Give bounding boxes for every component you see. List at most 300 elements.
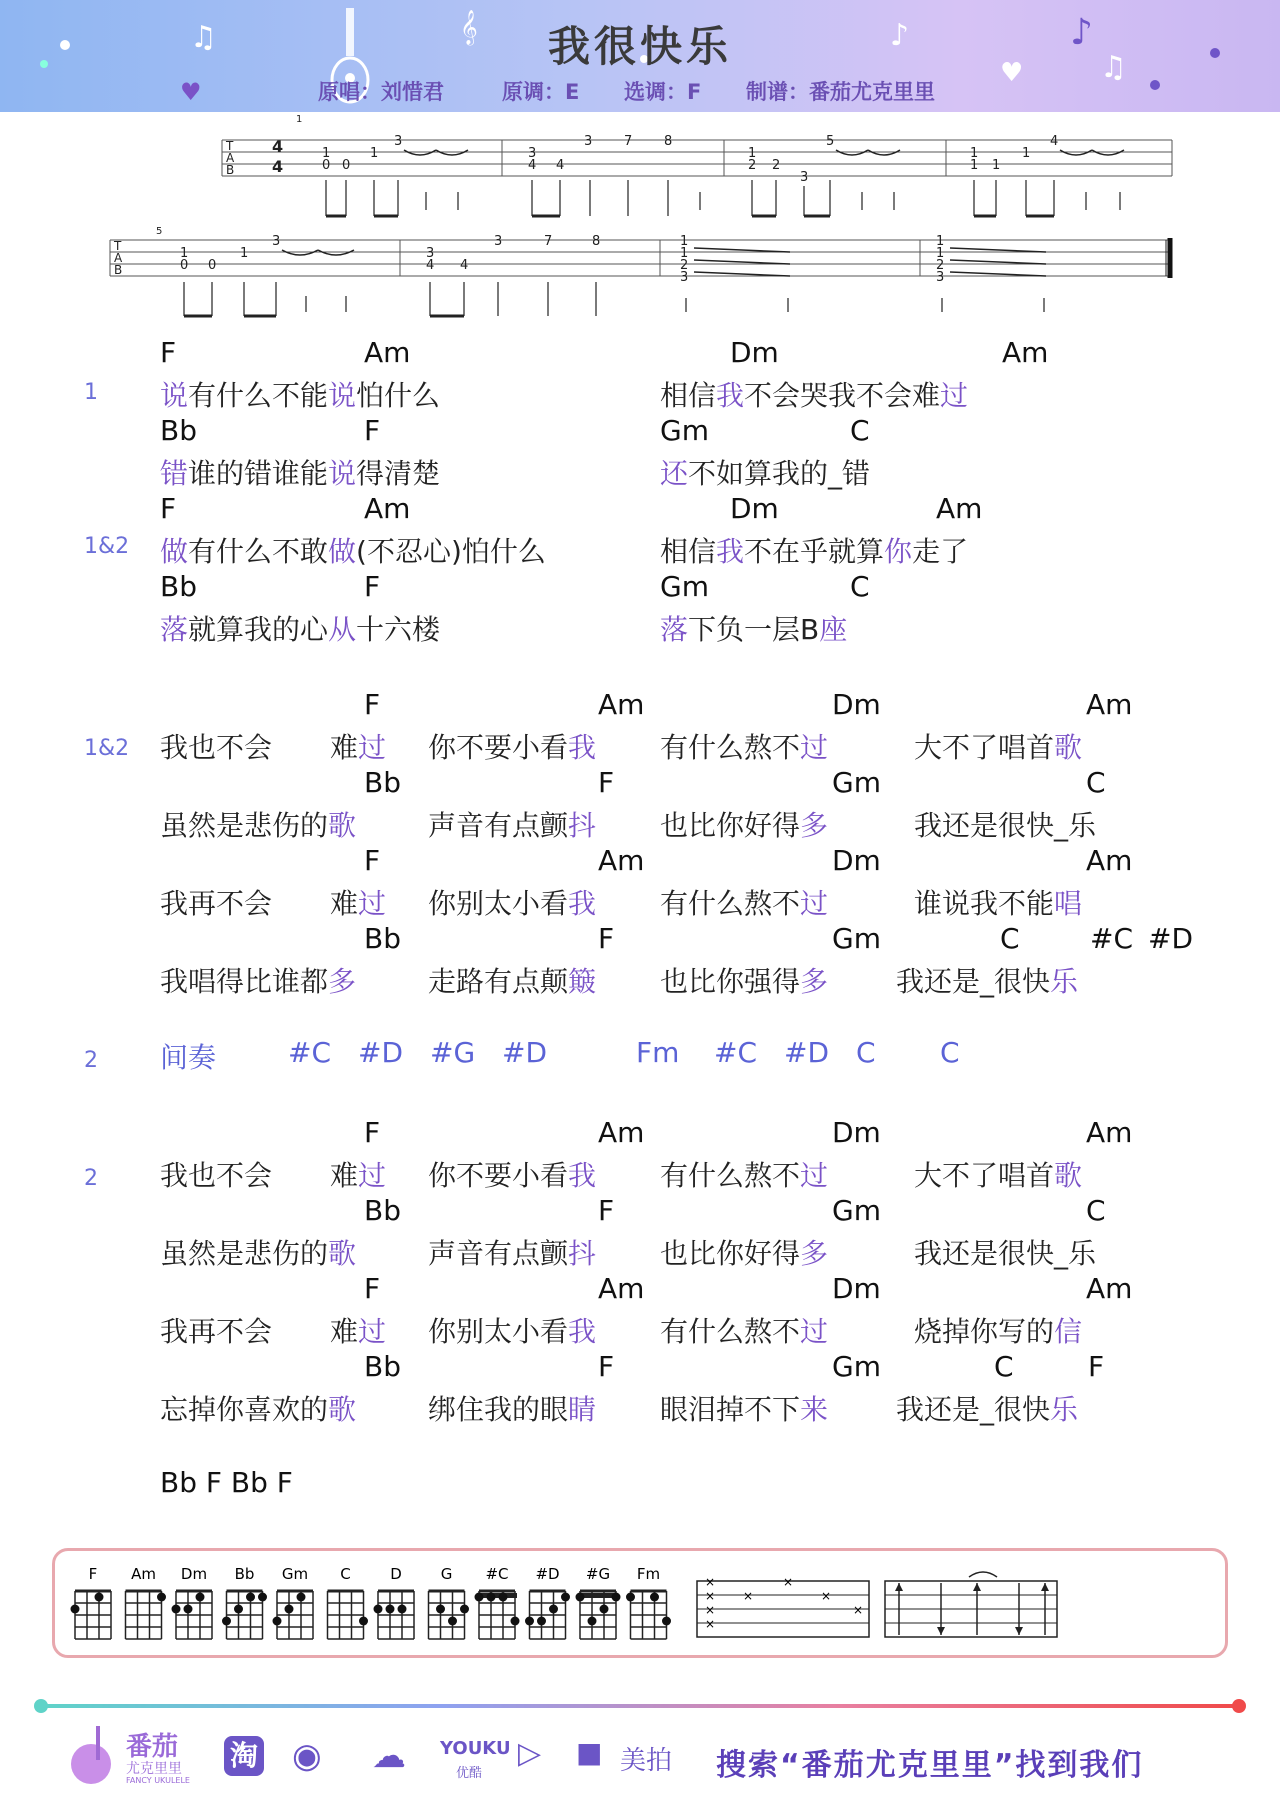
chord-label: F [364, 1272, 381, 1305]
lyric-text: 我唱得比谁都 [160, 965, 329, 998]
finger-dot [157, 1593, 166, 1602]
lyric-text: 走了 [912, 535, 969, 568]
lyric-text: 乐 [1050, 1393, 1079, 1426]
lyric-line [660, 1310, 828, 1350]
lyric-text: 过 [940, 379, 969, 412]
lyric-text: 相信 [660, 379, 717, 412]
lyric-text: 眼泪掉不下 [660, 1393, 801, 1426]
lyric-text: 走路有点颠 [428, 965, 569, 998]
chord-label: Gm [832, 766, 881, 799]
lyric-text: 多 [800, 965, 829, 998]
svg-text:1: 1 [680, 246, 689, 261]
lyric-text: 说 [328, 457, 357, 490]
svg-text:7: 7 [624, 134, 633, 149]
svg-text:3: 3 [936, 270, 945, 285]
chord-label: F [364, 570, 381, 603]
finger-dot [460, 1605, 469, 1614]
lyric-line [160, 882, 272, 922]
svg-text:A: A [114, 251, 123, 265]
lyric-text: 抖 [568, 809, 597, 842]
lyric-line [160, 452, 440, 492]
lyric-text: 做 [328, 535, 357, 568]
lyric-text: 歌 [328, 1393, 357, 1426]
finger-dot [576, 1593, 585, 1602]
lyric-text: 歌 [328, 1237, 357, 1270]
lyric-text: 声音有点颤 [428, 1237, 569, 1270]
arrow-head [1041, 1583, 1049, 1591]
lyric-text: 乐 [1050, 965, 1079, 998]
finger-dot [549, 1605, 558, 1614]
finger-dot [398, 1605, 407, 1614]
strum-x: × [853, 1603, 864, 1617]
svg-text:8: 8 [664, 134, 673, 149]
lyric-line [330, 1154, 386, 1194]
video-camera-icon[interactable]: ■ [576, 1736, 603, 1769]
lyric-text: 从 [328, 613, 357, 646]
chord-diagram-name: #D [535, 1565, 560, 1583]
finger-dot [386, 1605, 395, 1614]
lyric-text: 簸 [568, 965, 597, 998]
chord-label: C [850, 570, 870, 603]
svg-text:3: 3 [584, 134, 593, 149]
strum-x: × [743, 1589, 754, 1603]
lyric-text: 难 [330, 1315, 359, 1348]
lyric-line [896, 960, 1078, 1000]
svg-text:1: 1 [180, 246, 189, 261]
chord-label: Dm [730, 336, 779, 369]
chord-label: Am [1086, 688, 1133, 721]
lyric-line [160, 1232, 356, 1272]
svg-text:8: 8 [592, 234, 601, 249]
lyric-text: 我 [568, 887, 597, 920]
svg-text:1: 1 [748, 146, 757, 161]
lyric-text: 绑住我的眼 [428, 1393, 569, 1426]
lyric-line [660, 726, 828, 766]
lyric-text: 我也不会 [160, 731, 273, 764]
treble-clef-icon: 𝄞 [460, 10, 478, 45]
lyric-line [914, 726, 1082, 766]
strum-x: × [783, 1575, 794, 1589]
chord-label: Bb [160, 414, 197, 447]
chord-diagram-name: Am [131, 1565, 156, 1583]
svg-text:1: 1 [1022, 146, 1031, 161]
taobao-icon[interactable]: 淘 [224, 1736, 264, 1776]
lyric-line [660, 452, 870, 492]
finger-dot [285, 1605, 294, 1614]
chord-label: Am [1002, 336, 1049, 369]
finger-dot [537, 1617, 546, 1626]
lyric-text: 歌 [1054, 731, 1083, 764]
music-note-icon: ♪ [890, 18, 910, 53]
svg-text:3: 3 [394, 134, 403, 149]
lyric-text: 落 [660, 613, 689, 646]
chord-label: Gm [832, 922, 881, 955]
lyric-text: 谁的错谁能 [188, 457, 329, 490]
header-banner [0, 0, 1280, 112]
lyric-text: 我 [568, 731, 597, 764]
chord-label: Bb [364, 766, 401, 799]
finger-dot [273, 1617, 282, 1626]
svg-text:B: B [226, 163, 235, 177]
arrow-head [895, 1583, 903, 1591]
lyric-text: 虽然是悲伤的 [160, 809, 329, 842]
chord-label: Dm [832, 1272, 881, 1305]
interlude-chord: #D [502, 1036, 548, 1069]
meipai-label: 美拍 [620, 1746, 673, 1776]
lyric-line [896, 1388, 1078, 1428]
lyric-line [160, 530, 546, 570]
lyric-line [428, 1388, 596, 1428]
chord-label: Dm [832, 1116, 881, 1149]
play-icon[interactable]: ▷ [518, 1736, 542, 1771]
chord-label: C [1086, 1194, 1106, 1227]
lyric-text: 难 [330, 887, 359, 920]
verse-label: 1&2 [84, 534, 130, 559]
svg-text:0: 0 [208, 258, 217, 273]
footer-divider [40, 1704, 1240, 1708]
finger-dot [436, 1605, 445, 1614]
finger-dot [588, 1617, 597, 1626]
interlude-chord: #C [288, 1036, 332, 1069]
chord-label: F [160, 336, 177, 369]
lyric-text: 我再不会 [160, 887, 273, 920]
lyric-text: 我还是很快_乐 [914, 1237, 1097, 1270]
music-note-icon: ♪ [1070, 12, 1093, 53]
lyric-text: (不忍心)怕什么 [356, 535, 546, 568]
interlude-label: 2 [84, 1048, 98, 1073]
lyric-text: 你不要小看 [428, 1159, 569, 1192]
chord-diagram-name: Dm [180, 1565, 208, 1583]
youku-icon[interactable]: YOUKU [440, 1738, 511, 1759]
svg-text:A: A [226, 151, 235, 165]
finger-dot [650, 1593, 659, 1602]
lyric-text: 我 [716, 379, 745, 412]
chord-label: Gm [832, 1350, 881, 1383]
strum-x: × [705, 1603, 716, 1617]
lyric-text: 我还是_很快 [896, 965, 1051, 998]
lyric-line [660, 1154, 828, 1194]
lyric-text: 相信 [660, 535, 717, 568]
lyric-text: 多 [800, 809, 829, 842]
interlude-chord: #D [784, 1036, 830, 1069]
chord-diagram-name: #G [585, 1565, 611, 1583]
selected-key: 选调：F [624, 80, 702, 104]
finger-dot [184, 1605, 193, 1614]
lyric-text: 过 [800, 1315, 829, 1348]
lyric-text: 错 [160, 457, 189, 490]
outro-chords: Bb F Bb F [160, 1466, 293, 1499]
lyric-line [914, 1232, 1096, 1272]
svg-text:1: 1 [240, 246, 249, 261]
chord-label: Dm [832, 844, 881, 877]
interlude-chord: Fm [636, 1036, 680, 1069]
lyric-text: 有什么熬不 [660, 887, 801, 920]
lyric-text: 我 [716, 535, 745, 568]
chord-label: F [598, 1194, 615, 1227]
svg-text:4: 4 [528, 158, 537, 173]
chord-diagram-name: Gm [281, 1565, 309, 1583]
lyric-line [660, 1388, 828, 1428]
chord-label: Bb [364, 922, 401, 955]
svg-text:4: 4 [1050, 134, 1059, 149]
lyric-text: 唱 [1054, 887, 1083, 920]
interlude-name: 间奏 [160, 1041, 217, 1074]
svg-text:3: 3 [680, 270, 689, 285]
chord-label: C [1000, 922, 1020, 955]
svg-text:4: 4 [272, 137, 284, 156]
search-slogan: 搜索“番茄尤克里里”找到我们 [716, 1748, 1144, 1783]
svg-text:T: T [226, 139, 234, 153]
chord-label: Dm [730, 492, 779, 525]
chord-label: Am [598, 1272, 645, 1305]
weibo-icon[interactable]: ◉ [292, 1736, 322, 1776]
lyric-text: 信 [1054, 1315, 1083, 1348]
svg-text:T: T [114, 239, 122, 253]
svg-text:0: 0 [180, 258, 189, 273]
svg-text:5: 5 [826, 134, 835, 149]
lyric-line [160, 960, 356, 1000]
youku-cn: 优酷 [456, 1766, 483, 1781]
lyric-line [160, 1154, 272, 1194]
lyric-text: 落 [160, 613, 189, 646]
svg-text:1: 1 [936, 246, 945, 261]
lyric-text: 多 [800, 1237, 829, 1270]
svg-text:2: 2 [936, 258, 945, 273]
lyric-line [160, 1388, 356, 1428]
tomato-logo-icon [66, 1722, 116, 1792]
strum-x: × [705, 1617, 716, 1631]
chord-diagram-name: #C [485, 1565, 509, 1583]
tab-staff [0, 112, 1280, 332]
finger-dot [172, 1605, 181, 1614]
lyric-text: 难 [330, 1159, 359, 1192]
interlude-chord: #G [430, 1036, 476, 1069]
chord-label: Am [598, 844, 645, 877]
finger-dot [600, 1605, 609, 1614]
lyric-text: 虽然是悲伤的 [160, 1237, 329, 1270]
finger-dot [234, 1605, 243, 1614]
lyric-text: 多 [328, 965, 357, 998]
finger-dot [561, 1593, 570, 1602]
svg-text:1: 1 [680, 234, 689, 249]
chord-label: Bb [364, 1194, 401, 1227]
lyric-line [660, 374, 968, 414]
lyric-text: 得清楚 [356, 457, 441, 490]
finger-dot [662, 1617, 671, 1626]
finger-dot [511, 1617, 520, 1626]
svg-text:3: 3 [800, 170, 809, 185]
divider-dot [34, 1699, 48, 1713]
lyric-line [160, 374, 440, 414]
chord-label: F [364, 688, 381, 721]
lyric-text: 有什么不敢 [188, 535, 329, 568]
lyric-text: 我也不会 [160, 1159, 273, 1192]
lyric-text: 说 [160, 379, 189, 412]
lyric-text: 十六楼 [356, 613, 441, 646]
lyric-line [330, 726, 386, 766]
chord-label: Am [598, 688, 645, 721]
interlude-chord: #D [358, 1036, 404, 1069]
svg-text:1: 1 [322, 146, 331, 161]
lyric-text: 说 [328, 379, 357, 412]
verse-label: 1 [84, 380, 98, 405]
lyric-line [914, 1310, 1082, 1350]
chord-label: Bb [364, 1350, 401, 1383]
lyric-text: 我 [568, 1315, 597, 1348]
chord-label: Gm [660, 414, 709, 447]
lyric-text: 我 [568, 1159, 597, 1192]
finger-dot [246, 1593, 255, 1602]
lyric-text: 烧掉你写的 [914, 1315, 1055, 1348]
lyric-line [914, 1154, 1082, 1194]
finger-dot [612, 1593, 621, 1602]
svg-text:1: 1 [370, 146, 379, 161]
finger-dot [374, 1605, 383, 1614]
svg-text:1: 1 [970, 146, 979, 161]
lyric-line [428, 1232, 596, 1272]
lyric-text: 过 [358, 887, 387, 920]
lyric-text: 不会哭我不会难 [744, 379, 941, 412]
svg-text:3: 3 [426, 246, 435, 261]
arrow-head [973, 1583, 981, 1591]
song-title: 我很快乐 [547, 22, 732, 71]
finger-dot [297, 1593, 306, 1602]
finger-dot [626, 1593, 635, 1602]
measure-number: 5 [156, 226, 163, 237]
chord-label: F [598, 1350, 615, 1383]
chord-label: Am [598, 1116, 645, 1149]
lyric-text: 你别太小看 [428, 887, 569, 920]
chord-label: Am [364, 492, 411, 525]
lyric-text: 歌 [1054, 1159, 1083, 1192]
lyric-text: 歌 [328, 809, 357, 842]
chord-label: Dm [832, 688, 881, 721]
chorus-label: 2 [84, 1166, 98, 1191]
svg-text:4: 4 [426, 258, 435, 273]
lyric-text: 我再不会 [160, 1315, 273, 1348]
lyric-text: 座 [819, 613, 848, 646]
chord-label: Gm [660, 570, 709, 603]
lyric-text: 大不了唱首 [914, 731, 1055, 764]
lyric-text: 下负一层B [688, 613, 820, 646]
lyric-text: 有什么熬不 [660, 1315, 801, 1348]
lyric-line [330, 1310, 386, 1350]
heart-icon: ♥ [180, 78, 202, 106]
lyric-line [428, 960, 596, 1000]
lyric-text: 我还是_很快 [896, 1393, 1051, 1426]
lyric-line [914, 882, 1082, 922]
lyric-text: 我还是很快_乐 [914, 809, 1097, 842]
chord-diagram-panel [52, 1548, 1228, 1658]
chord-label: #C [1090, 922, 1134, 955]
lyric-text: 做 [160, 535, 189, 568]
lyric-text: 你不要小看 [428, 731, 569, 764]
arrow-head [937, 1627, 945, 1635]
arrow-head [1015, 1627, 1023, 1635]
lyric-line [428, 726, 596, 766]
chord-label: Am [1086, 1116, 1133, 1149]
lyric-line [660, 882, 828, 922]
tie [969, 1572, 997, 1577]
svg-text:0: 0 [322, 158, 331, 173]
lyric-line [428, 882, 596, 922]
lyric-text: 难 [330, 731, 359, 764]
finger-dot [448, 1617, 457, 1626]
lyric-line [660, 1232, 828, 1272]
chord-diagram-name: Bb [234, 1565, 255, 1583]
lyric-text: 大不了唱首 [914, 1159, 1055, 1192]
lyric-text: 就算我的心 [188, 613, 329, 646]
svg-text:1: 1 [970, 158, 979, 173]
lyric-text: 也比你好得 [660, 1237, 801, 1270]
chord-diagrams [55, 1551, 1225, 1655]
lyric-text: 也比你好得 [660, 809, 801, 842]
svg-text:4: 4 [460, 258, 469, 273]
svg-text:2: 2 [748, 158, 757, 173]
finger-dot [487, 1593, 496, 1602]
svg-text:2: 2 [680, 258, 689, 273]
chord-diagram-name: D [390, 1565, 402, 1583]
svg-text:4: 4 [556, 158, 565, 173]
chord-label: F [1088, 1350, 1105, 1383]
chord-label: C [850, 414, 870, 447]
lyric-text: 不在乎就算 [744, 535, 885, 568]
lyric-text: 过 [358, 731, 387, 764]
chord-diagram-name: Fm [636, 1565, 661, 1583]
chord-diagram-name: C [340, 1565, 351, 1583]
lyric-text: 还 [660, 457, 689, 490]
svg-text:3: 3 [272, 234, 281, 249]
lyric-text: 来 [800, 1393, 829, 1426]
chord-label: F [364, 844, 381, 877]
music-note-icon: ♫ [1100, 50, 1127, 85]
lyric-text: 过 [800, 731, 829, 764]
svg-text:3: 3 [494, 234, 503, 249]
lyric-text: 你 [884, 535, 913, 568]
chord-label: Am [1086, 844, 1133, 877]
wechat-icon[interactable]: ☁ [372, 1736, 406, 1776]
original-key: 原调：E [502, 80, 580, 104]
chord-label: C [1086, 766, 1106, 799]
svg-text:2: 2 [772, 158, 781, 173]
chorus-label: 1&2 [84, 736, 130, 761]
lyric-text: 有什么不能 [188, 379, 329, 412]
finger-dot [475, 1593, 484, 1602]
decor-dot [1150, 80, 1160, 90]
lyric-text: 声音有点颤 [428, 809, 569, 842]
chord-label: F [364, 414, 381, 447]
lyric-text: 也比你强得 [660, 965, 801, 998]
chord-label: #D [1148, 922, 1194, 955]
singer: 原唱：刘惜君 [318, 80, 444, 104]
lyric-line [660, 530, 968, 570]
finger-dot [359, 1617, 368, 1626]
lyric-line [660, 608, 847, 648]
finger-dot [71, 1605, 80, 1614]
lyric-line [160, 804, 356, 844]
chord-label: Bb [160, 570, 197, 603]
lyric-text: 过 [800, 887, 829, 920]
svg-text:B: B [114, 263, 123, 277]
svg-text:0: 0 [342, 158, 351, 173]
interlude-chord: C [940, 1036, 960, 1069]
finger-dot [196, 1593, 205, 1602]
finger-dot [499, 1593, 508, 1602]
divider-dot [1232, 1699, 1246, 1713]
svg-text:3: 3 [528, 146, 537, 161]
lyric-line [330, 882, 386, 922]
chord-label: C [994, 1350, 1014, 1383]
